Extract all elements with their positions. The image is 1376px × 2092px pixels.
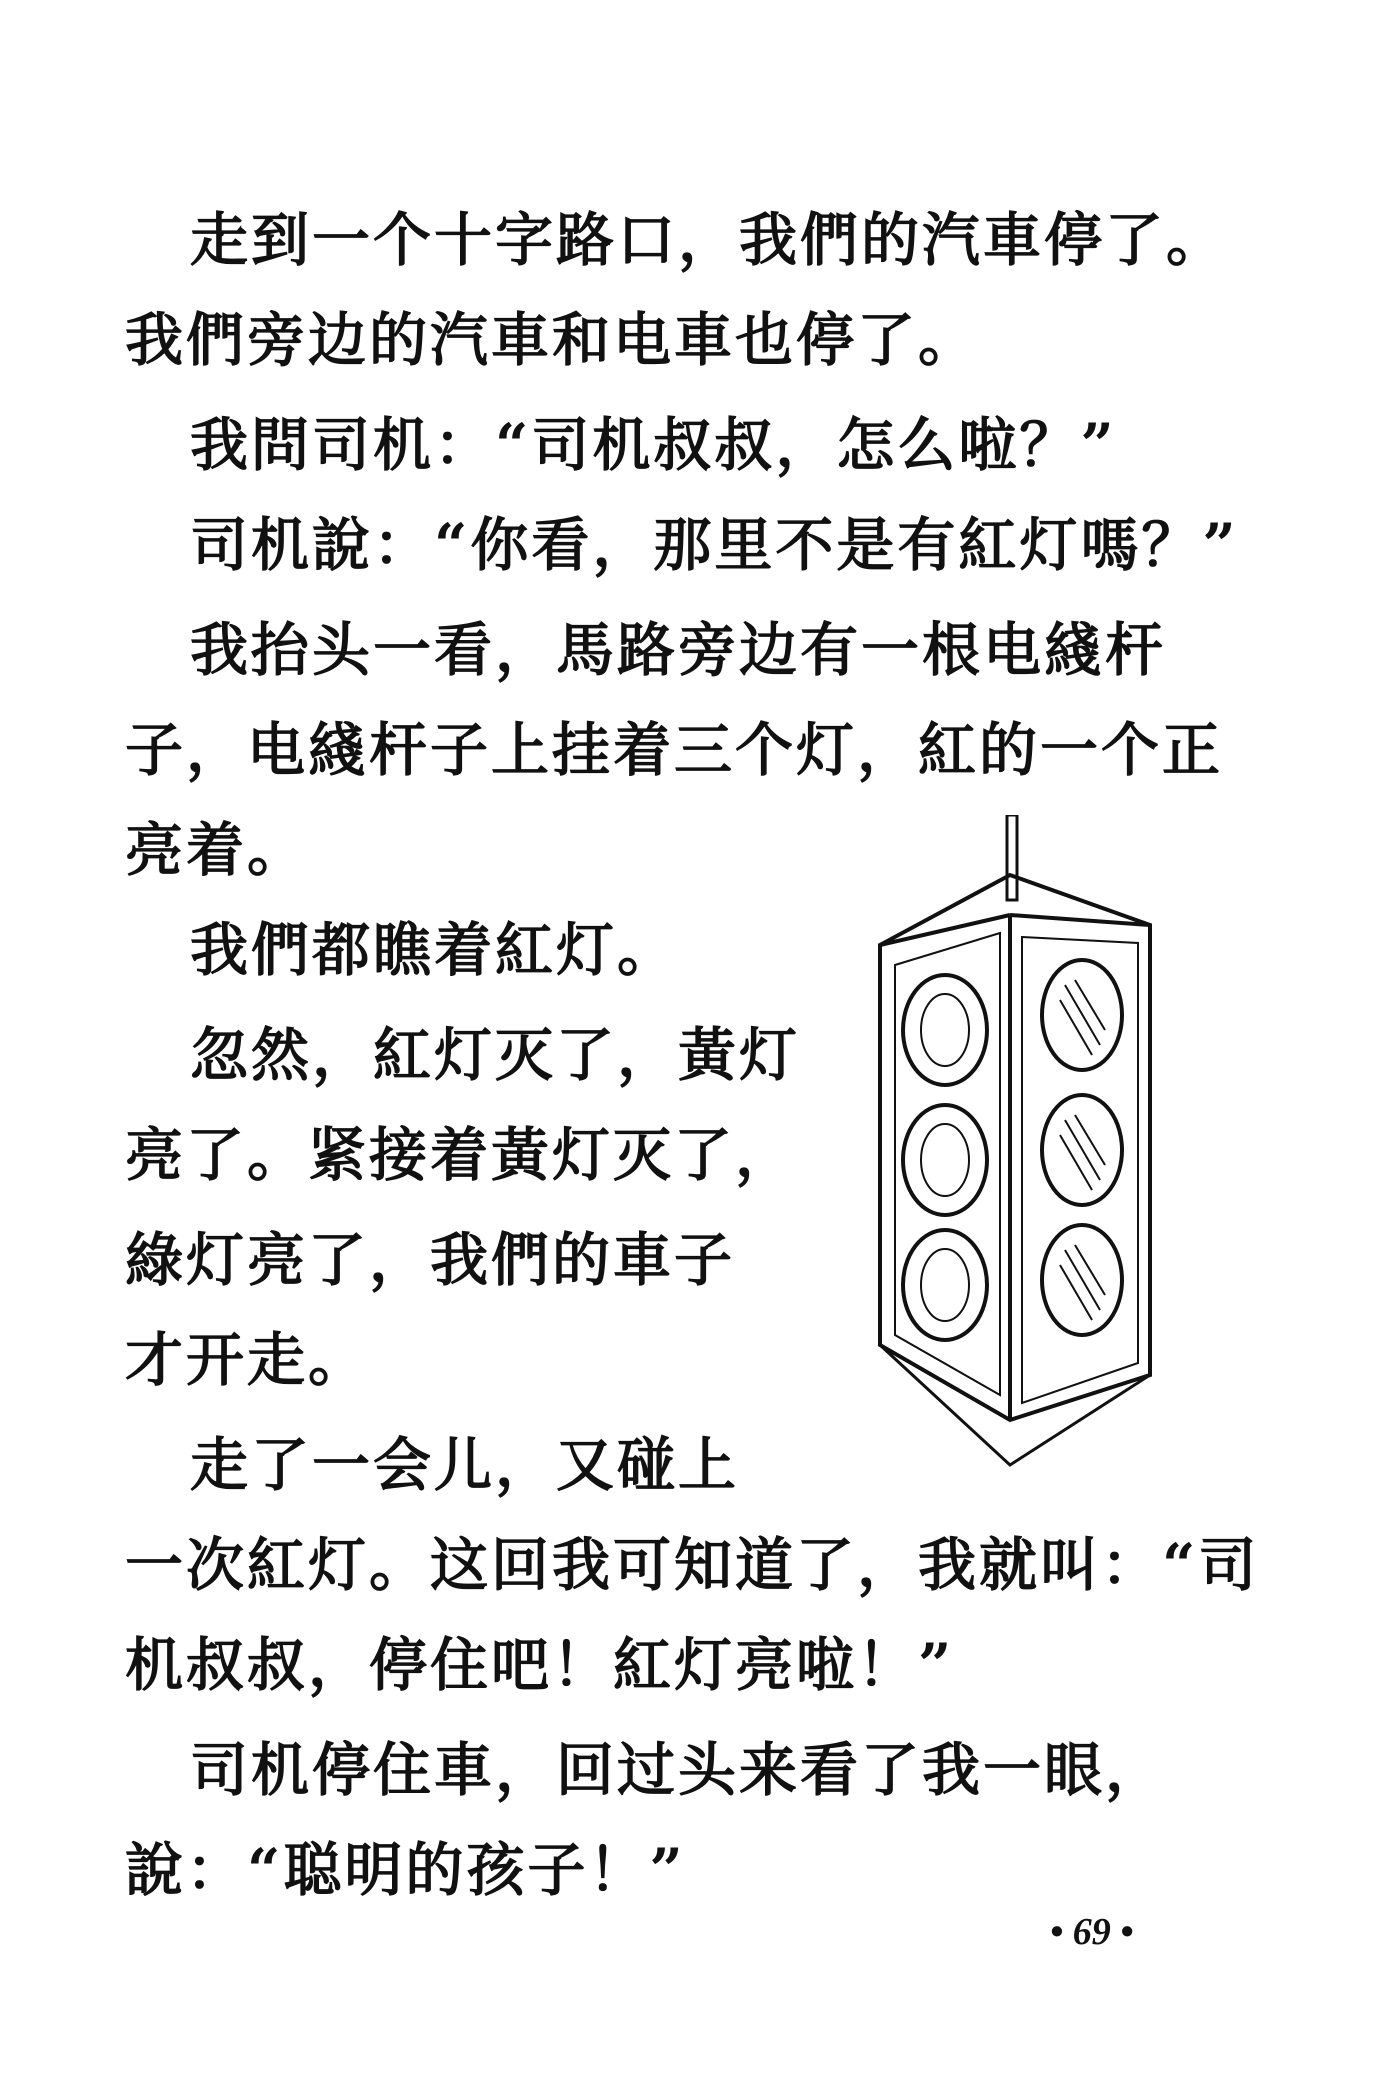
traffic-light-illustration [860, 815, 1160, 1475]
yellow-lamp-icon [903, 1105, 987, 1215]
text-line: 司机說：“你看，那里不是有紅灯嗎？” [190, 511, 1239, 579]
text-line: 我問司机：“司机叔叔，怎么啦？” [190, 411, 1117, 479]
text-line: 綠灯亮了，我們的車子 [125, 1226, 736, 1294]
right-face-lamps [1042, 960, 1122, 1335]
text-line: 亮了。紧接着黃灯灭了， [125, 1121, 797, 1189]
green-lamp-icon [903, 1230, 987, 1340]
text-line: 我們都瞧着紅灯。 [190, 916, 679, 984]
text-line: 一次紅灯。这回我可知道了，我就叫：“司 [125, 1531, 1260, 1599]
text-line: 說：“聪明的孩子！” [125, 1836, 686, 1904]
page-number: • 69 • [1050, 1911, 1134, 1953]
text-line: 司机停住車，回过头来看了我一眼， [190, 1736, 1167, 1804]
pole-icon [1007, 815, 1017, 900]
text-line: 机叔叔，停住吧！紅灯亮啦！” [125, 1631, 955, 1699]
text-line: 忽然，紅灯灭了，黃灯 [190, 1021, 801, 1089]
text-line: 走到一个十字路口，我們的汽車停了。 [190, 206, 1228, 274]
text-line: 亮着。 [125, 816, 309, 884]
red-lamp-icon [903, 975, 987, 1085]
text-line: 才开走。 [125, 1326, 370, 1394]
text-line: 我們旁边的汽車和电車也停了。 [125, 306, 980, 374]
left-face-lamps [903, 975, 987, 1340]
text-line: 子，电綫杆子上挂着三个灯，紅的一个正 [125, 716, 1224, 784]
text-line: 走了一会儿，又碰上 [190, 1431, 740, 1499]
text-line: 我抬头一看，馬路旁边有一根电綫杆 [190, 616, 1167, 684]
